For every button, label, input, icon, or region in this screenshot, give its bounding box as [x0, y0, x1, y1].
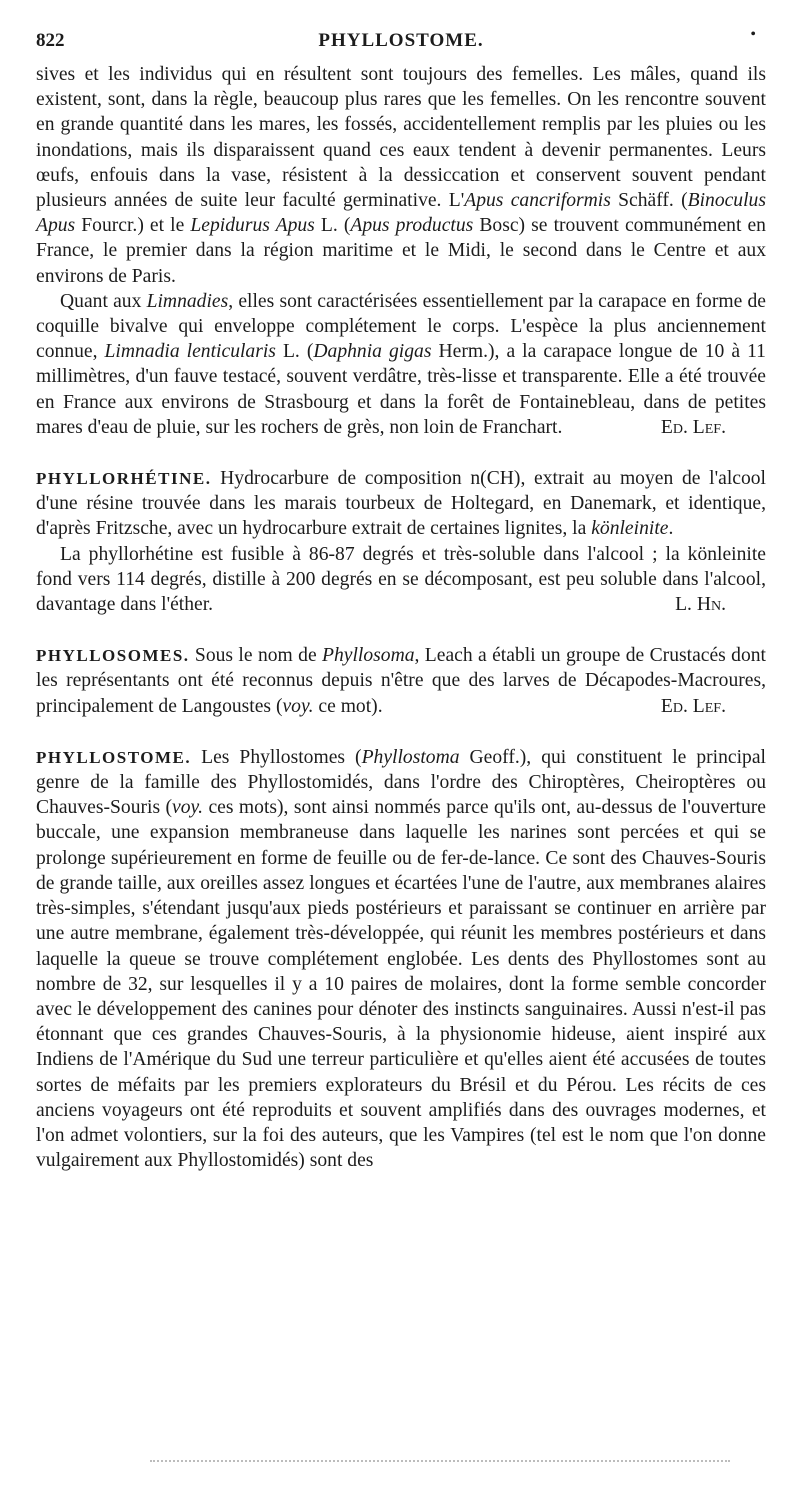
text-run: Schäff. ( — [610, 190, 688, 212]
text-run: ces mots), sont ainsi nommés parce qu'ils ont, au-dessus de l'ouverture buccale, une expansion membraneuse dans laquelle les narines sont percées et qui se prolonge supérieurement en forme de feuille ou de fer-de-lance. Ce sont des Chauves-Souris de grande taille, aux oreilles assez longues et écartées l'une de l'autre, aux membranes alaires très-simples, s'étendant jusqu'aux pieds postérieurs et paraissant se continuer en arrière par une autre membrane, également très-développée, qui réunit les membres postérieurs et dans laquelle la queue se trouve complétement englobée. Les dents des Phyllostomes sont au nombre de 32, sur lesquelles il y a 10 paires de molaires, dont la forme semble concorder avec le développement des canines pour dénoter des instincts sanguinaires. Aussi n'est-il pas étonnant que ces grandes Chauves-Souris, à la physionomie hideuse, aient inspiré aux Indiens de l'Amérique du Sud une terreur particulière et qu'elles aient été accusées de toutes sortes de méfaits par les premiers explorateurs du Brésil et du Pérou. Les récits de ces anciens voyageurs ont été reproduits et souvent amplifiés dans des ouvrages modernes, et l'on admet volontiers, sur la foi des auteurs, que les Vampires (tel est le nom que l'on donne vulgairement aux Phyllostomidés) sont des — [36, 797, 766, 1172]
page-header — [36, 28, 766, 62]
italic-term: Limnadia lenticularis — [104, 341, 276, 363]
text-run: Herm.), a la carapace longue de 10 à 11 millimètres, d'un fauve testacé, souvent verdâtre, très-lisse et transparente. Elle a été trouvée en France aux environs de Strasbourg et dans la forêt de Fontainebleau, dans de petites mares d'eau de pluie, sur les rochers de grès, non loin de Franchart. — [36, 341, 766, 438]
text-run: Bosc) se trouvent communément en France, le premier dans la région maritime et le Midi, le second dans le Centre et aux environs de Paris. — [36, 215, 766, 287]
text-run: sives et les individus qui en résultent sont toujours des femelles. Les mâles, quand ils existent, sont, dans la règle, beaucoup plus rares que les femelles. On les rencontre souvent en grande quantité dans les mares, les fossés, accidentellement remplis par les pluies ou les inondations, mais ils disparaissent quand ces eaux tendent à devenir permanentes. Leurs œufs, enfouis dans la vase, résistent à la dessiccation et conservent souvent pendant plusieurs années de suite leur faculté germinative. L' — [36, 64, 766, 212]
italic-term: Apus productus — [350, 215, 474, 237]
text-run: La phyllorhétine est fusible à 86-87 degrés et très-soluble dans l'alcool ; la könleinite fond vers 114 degrés, distille à 200 degrés en se décomposant, est peu soluble dans l'alcool, davantage dans l'éther. — [36, 543, 766, 616]
italic-term: voy. — [282, 695, 314, 717]
italic-term: voy. — [172, 797, 204, 819]
italic-term: Phyllostoma — [361, 746, 460, 768]
text-run: Sous le nom de — [189, 645, 323, 667]
italic-term: Lepidurus Apus — [190, 215, 315, 237]
paragraph — [36, 62, 766, 289]
italic-term: Apus cancriformis — [464, 190, 611, 212]
paragraph — [36, 643, 766, 719]
paragraph — [36, 466, 766, 542]
paragraph — [36, 289, 766, 440]
text-run: Fourcr.) et le — [75, 215, 191, 237]
italic-term: Daphnia gigas — [313, 341, 432, 363]
section-gap — [36, 617, 766, 643]
text-run: L. ( — [314, 215, 351, 237]
italic-term: könleinite — [591, 518, 669, 540]
text-run: Geoff.), qui constituent le principal genre de la famille des Phyllostomidés, dans l'ordre des Chiroptères, Cheiroptères ou Chauves-Souris ( — [36, 746, 766, 819]
author-signature: L. Hn. — [675, 594, 726, 616]
italic-term: Limnadies — [146, 290, 229, 312]
entry-headword: PHYLLOSOMES. — [36, 646, 190, 666]
italic-term: Binoculus Apus — [36, 190, 766, 237]
text-run: . — [668, 518, 674, 540]
footer-rule — [150, 1460, 730, 1462]
entry-headword: PHYLLORHÉTINE. — [36, 469, 212, 489]
section-gap — [36, 719, 766, 745]
text-run: ce mot). — [313, 695, 383, 717]
author-signature: Ed. Lef. — [660, 416, 726, 438]
text-run: Les Phyllostomes ( — [191, 746, 362, 768]
entry-headword: PHYLLOSTOME. — [36, 747, 192, 767]
header-mark: • — [750, 26, 756, 43]
text-run: L. ( — [275, 341, 314, 363]
paragraph — [36, 745, 766, 1173]
text-run: , elles sont caractérisées essentiellement par la carapace en forme de coquille bivalve qui enveloppe complétement le corps. L'espèce la plus anciennement connue, — [36, 290, 766, 363]
section-gap — [36, 440, 766, 466]
running-title: PHYLLOSTOME. — [318, 30, 484, 51]
author-signature: Ed. Lef. — [660, 695, 726, 717]
article-body — [36, 62, 766, 1173]
italic-term: Phyllosoma — [322, 645, 415, 667]
page-number: 822 — [36, 30, 65, 51]
text-run: Quant aux — [60, 290, 147, 312]
paragraph — [36, 542, 766, 618]
text-run: Hydrocarbure de composition n(CH), extrait au moyen de l'alcool d'une résine trouvée dans les marais tourbeux de Holtegard, en Danemark, et identique, d'après Fritzsche, avec un hydrocarbure extrait de certaines lignites, la — [36, 468, 766, 540]
text-run: , Leach a établi un groupe de Crustacés dont les représentants ont été reconnus depuis n'être que des larves de Décapodes-Macroures, principalement de Langoustes ( — [36, 645, 766, 717]
page — [36, 28, 766, 1173]
